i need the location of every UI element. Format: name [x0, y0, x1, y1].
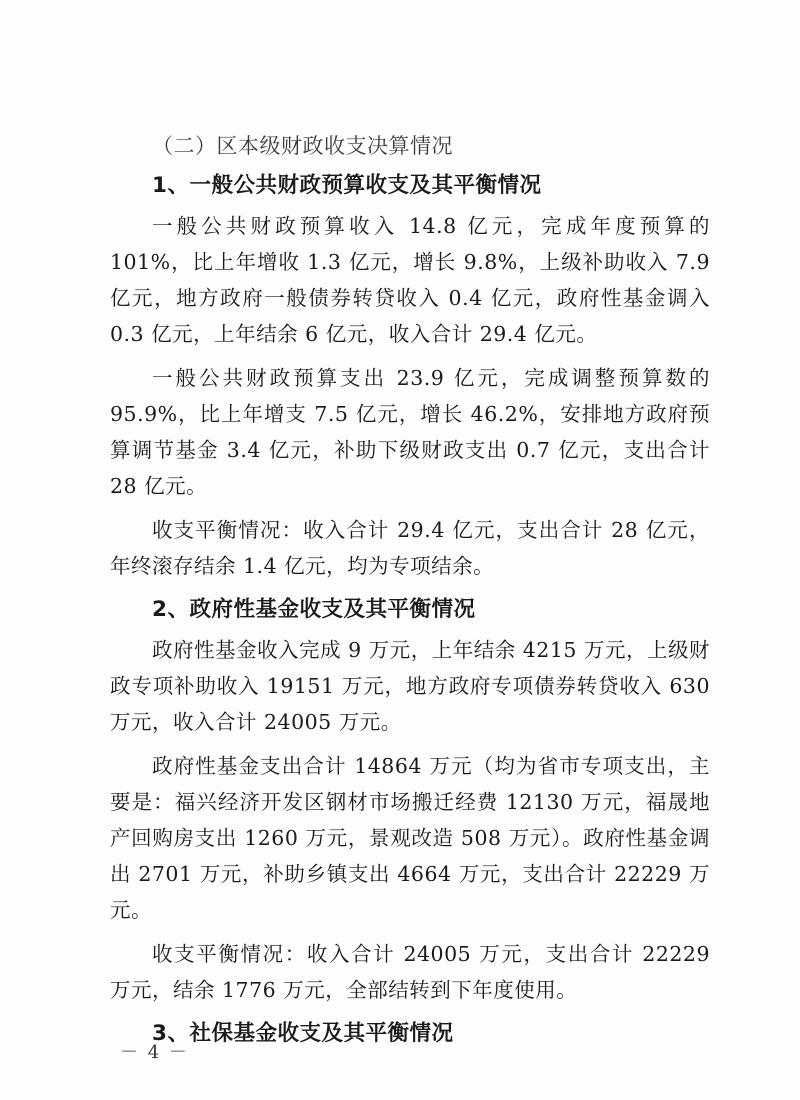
- section-title: （二）区本级财政收支决算情况: [152, 134, 453, 158]
- heading-general-budget: 1、一般公共财政预算收支及其平衡情况: [152, 173, 542, 198]
- heading-social-security-fund: 3、社保基金收支及其平衡情况: [152, 1021, 454, 1046]
- page-number: － 4 －: [120, 1042, 189, 1063]
- document-body: [110, 128, 710, 1052]
- paragraph-government-fund-expenditure: 政府性基金支出合计 14864 万元（均为省市专项支出，主要是：福兴经济开发区钢材市场搬迁经费 12130 万元，福晟地产回购房支出 1260 万元，景观改造 508 万元）。政府性基金调出 2701 万元，补助乡镇支出 4664 万元，支出合计 22229 万元。: [110, 754, 710, 922]
- paragraph-general-budget-revenue: 一般公共财政预算收入 14.8 亿元，完成年度预算的 101%，比上年增收 1.3 亿元，增长 9.8%，上级补助收入 7.9 亿元，地方政府一般债券转贷收入 0.4 亿元，政府性基金调入 0.3 亿元，上年结余 6 亿元，收入合计 29.4 亿元。: [110, 214, 710, 346]
- paragraph-general-budget-balance: 收支平衡情况：收入合计 29.4 亿元，支出合计 28 亿元，年终滚存结余 1.4 亿元，均为专项结余。: [110, 518, 710, 578]
- heading-government-fund: 2、政府性基金收支及其平衡情况: [152, 597, 476, 622]
- paragraph-government-fund-revenue: 政府性基金收入完成 9 万元，上年结余 4215 万元，上级财政专项补助收入 19151 万元，地方政府专项债券转贷收入 630 万元，收入合计 24005 万元。: [110, 638, 710, 734]
- paragraph-government-fund-balance: 收支平衡情况：收入合计 24005 万元，支出合计 22229 万元，结余 1776 万元，全部结转到下年度使用。: [110, 942, 710, 1002]
- paragraph-general-budget-expenditure: 一般公共财政预算支出 23.9 亿元，完成调整预算数的 95.9%，比上年增支 7.5 亿元，增长 46.2%，安排地方政府预算调节基金 3.4 亿元，补助下级财政支出 0.7 亿元，支出合计 28 亿元。: [110, 366, 710, 498]
